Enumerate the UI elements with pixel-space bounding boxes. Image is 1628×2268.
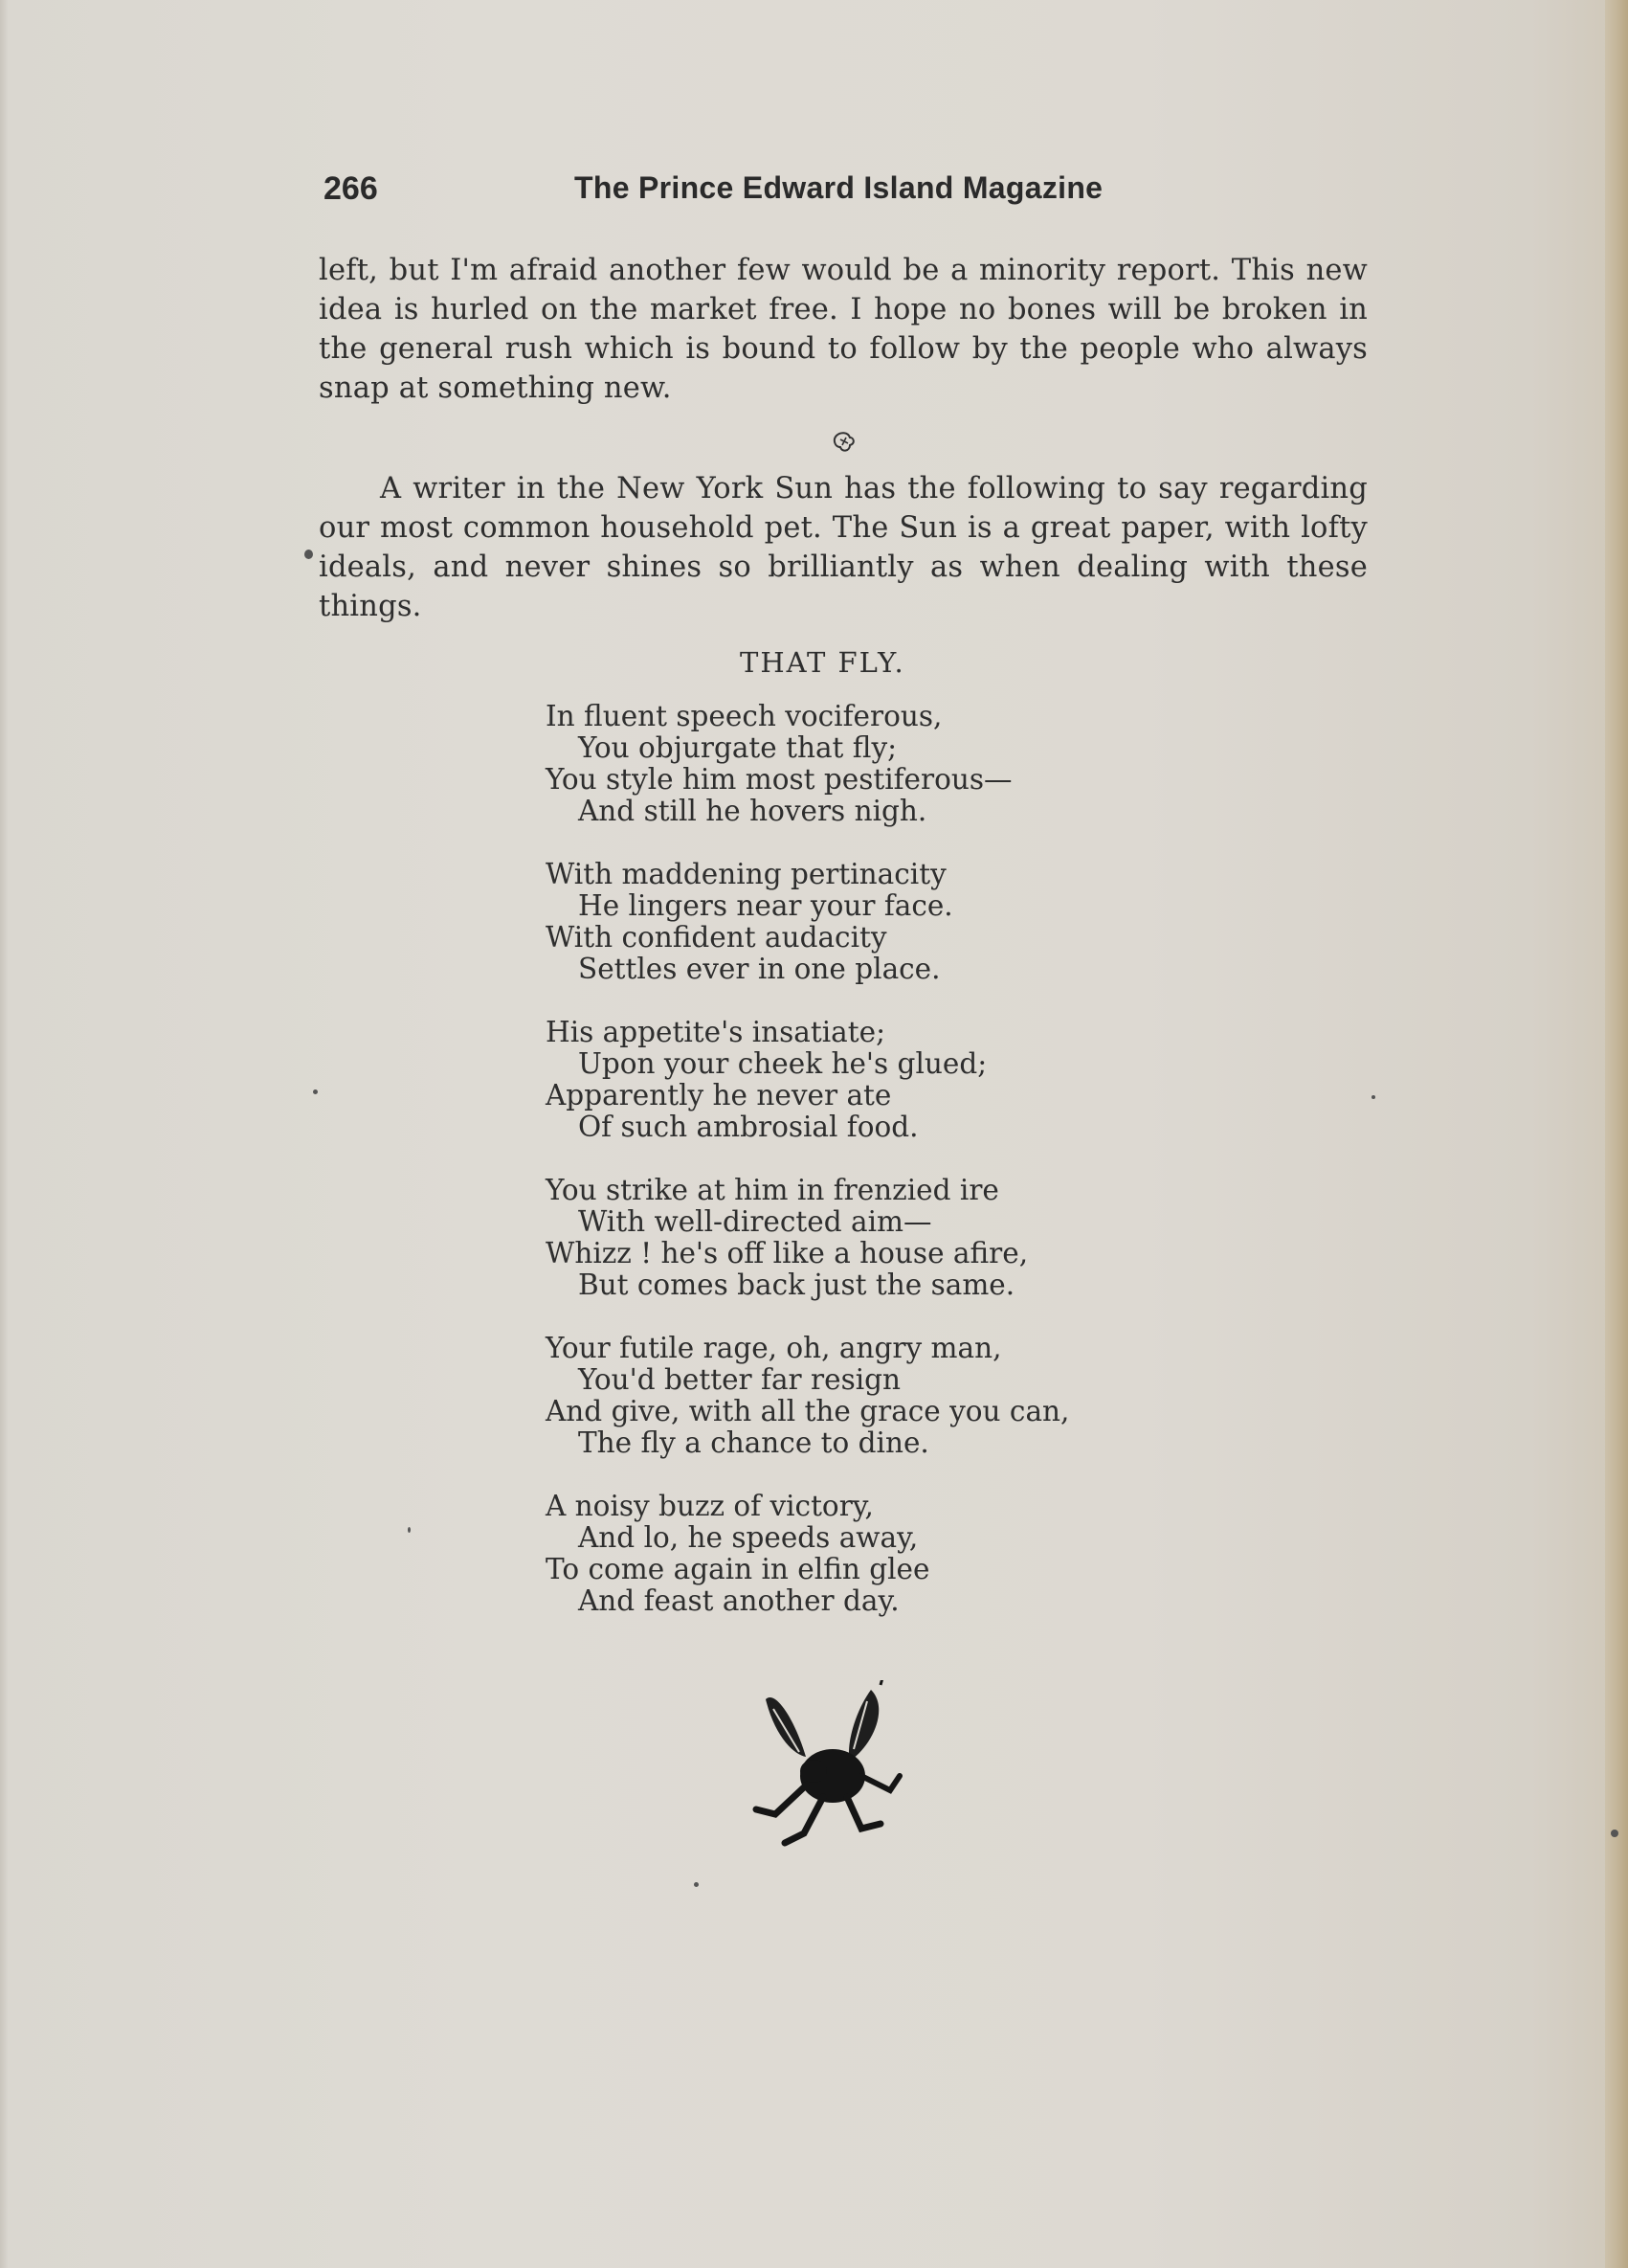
poem-line: Upon your cheek he's glued; (578, 1047, 988, 1080)
poem-line: You objurgate that fly; (578, 731, 898, 764)
poem-line: With confident audacity (546, 921, 887, 954)
poem-line: And still he hovers nigh. (578, 795, 927, 827)
fly-illustration-icon (747, 1680, 909, 1848)
poem-line: With well-directed aim— (578, 1205, 932, 1238)
poem-stanza (546, 1017, 1158, 1143)
poem-line: He lingers near your face. (578, 889, 953, 922)
paper-speck (694, 1882, 699, 1887)
poem-line: You strike at him in frenzied ire (546, 1174, 999, 1206)
poem-line: You style him most pestiferous— (546, 763, 1013, 796)
poem-line: You'd better far resign (578, 1363, 902, 1396)
poem-line: The fly a chance to dine. (578, 1426, 929, 1459)
paragraph-continuation: left, but I'm afraid another few would be a minority report. This new idea is hurled on the market free. I hope no bones will be broken in the general rush which is bound to follow by the people who always snap at something new. (319, 254, 1368, 405)
running-header (323, 170, 1369, 213)
paragraph-introduction: A writer in the New York Sun has the following to say regarding our most common household pet. The Sun is a great paper, with lofty ideals, and never shines so brilliantly as when dealing with these things. (319, 472, 1368, 623)
poem-stanza (546, 1175, 1158, 1301)
poem-line: Of such ambrosial food. (578, 1111, 919, 1143)
poem-stanza (546, 859, 1158, 985)
poem-stanza (546, 1491, 1158, 1617)
poem-line: Settles ever in one place. (578, 953, 941, 985)
page-number: 266 (323, 170, 378, 207)
paper-speck (1611, 1830, 1618, 1837)
poem-line: Apparently he never ate (546, 1079, 892, 1112)
poem-line: And give, with all the grace you can, (546, 1395, 1070, 1427)
poem-line: To come again in elfin glee (546, 1553, 930, 1585)
poem-line: A noisy buzz of victory, (546, 1490, 874, 1522)
poem-line: Whizz ! he's off like a house afire, (546, 1237, 1029, 1269)
poem-title: THAT FLY. (740, 646, 905, 679)
poem-line: Your futile rage, oh, angry man, (546, 1332, 1002, 1364)
book-spine-edge (1605, 0, 1628, 2268)
paper-speck (313, 1089, 318, 1094)
poem-stanza (546, 701, 1158, 827)
poem-line: In fluent speech vociferous, (546, 700, 943, 732)
paper-speck (1372, 1095, 1375, 1099)
poem-line: And lo, he speeds away, (578, 1521, 919, 1554)
poem-line: With maddening pertinacity (546, 858, 947, 890)
running-title: The Prince Edward Island Magazine (574, 170, 1104, 205)
floral-ornament-icon (831, 430, 858, 455)
poem-body (546, 701, 1158, 1649)
page-left-edge (0, 0, 8, 2268)
paper-speck (408, 1527, 411, 1533)
poem-line: His appetite's insatiate; (546, 1016, 886, 1048)
poem-line: And feast another day. (578, 1584, 900, 1617)
paper-speck (304, 550, 313, 559)
poem-stanza (546, 1333, 1158, 1459)
poem-line: But comes back just the same. (578, 1269, 1015, 1301)
